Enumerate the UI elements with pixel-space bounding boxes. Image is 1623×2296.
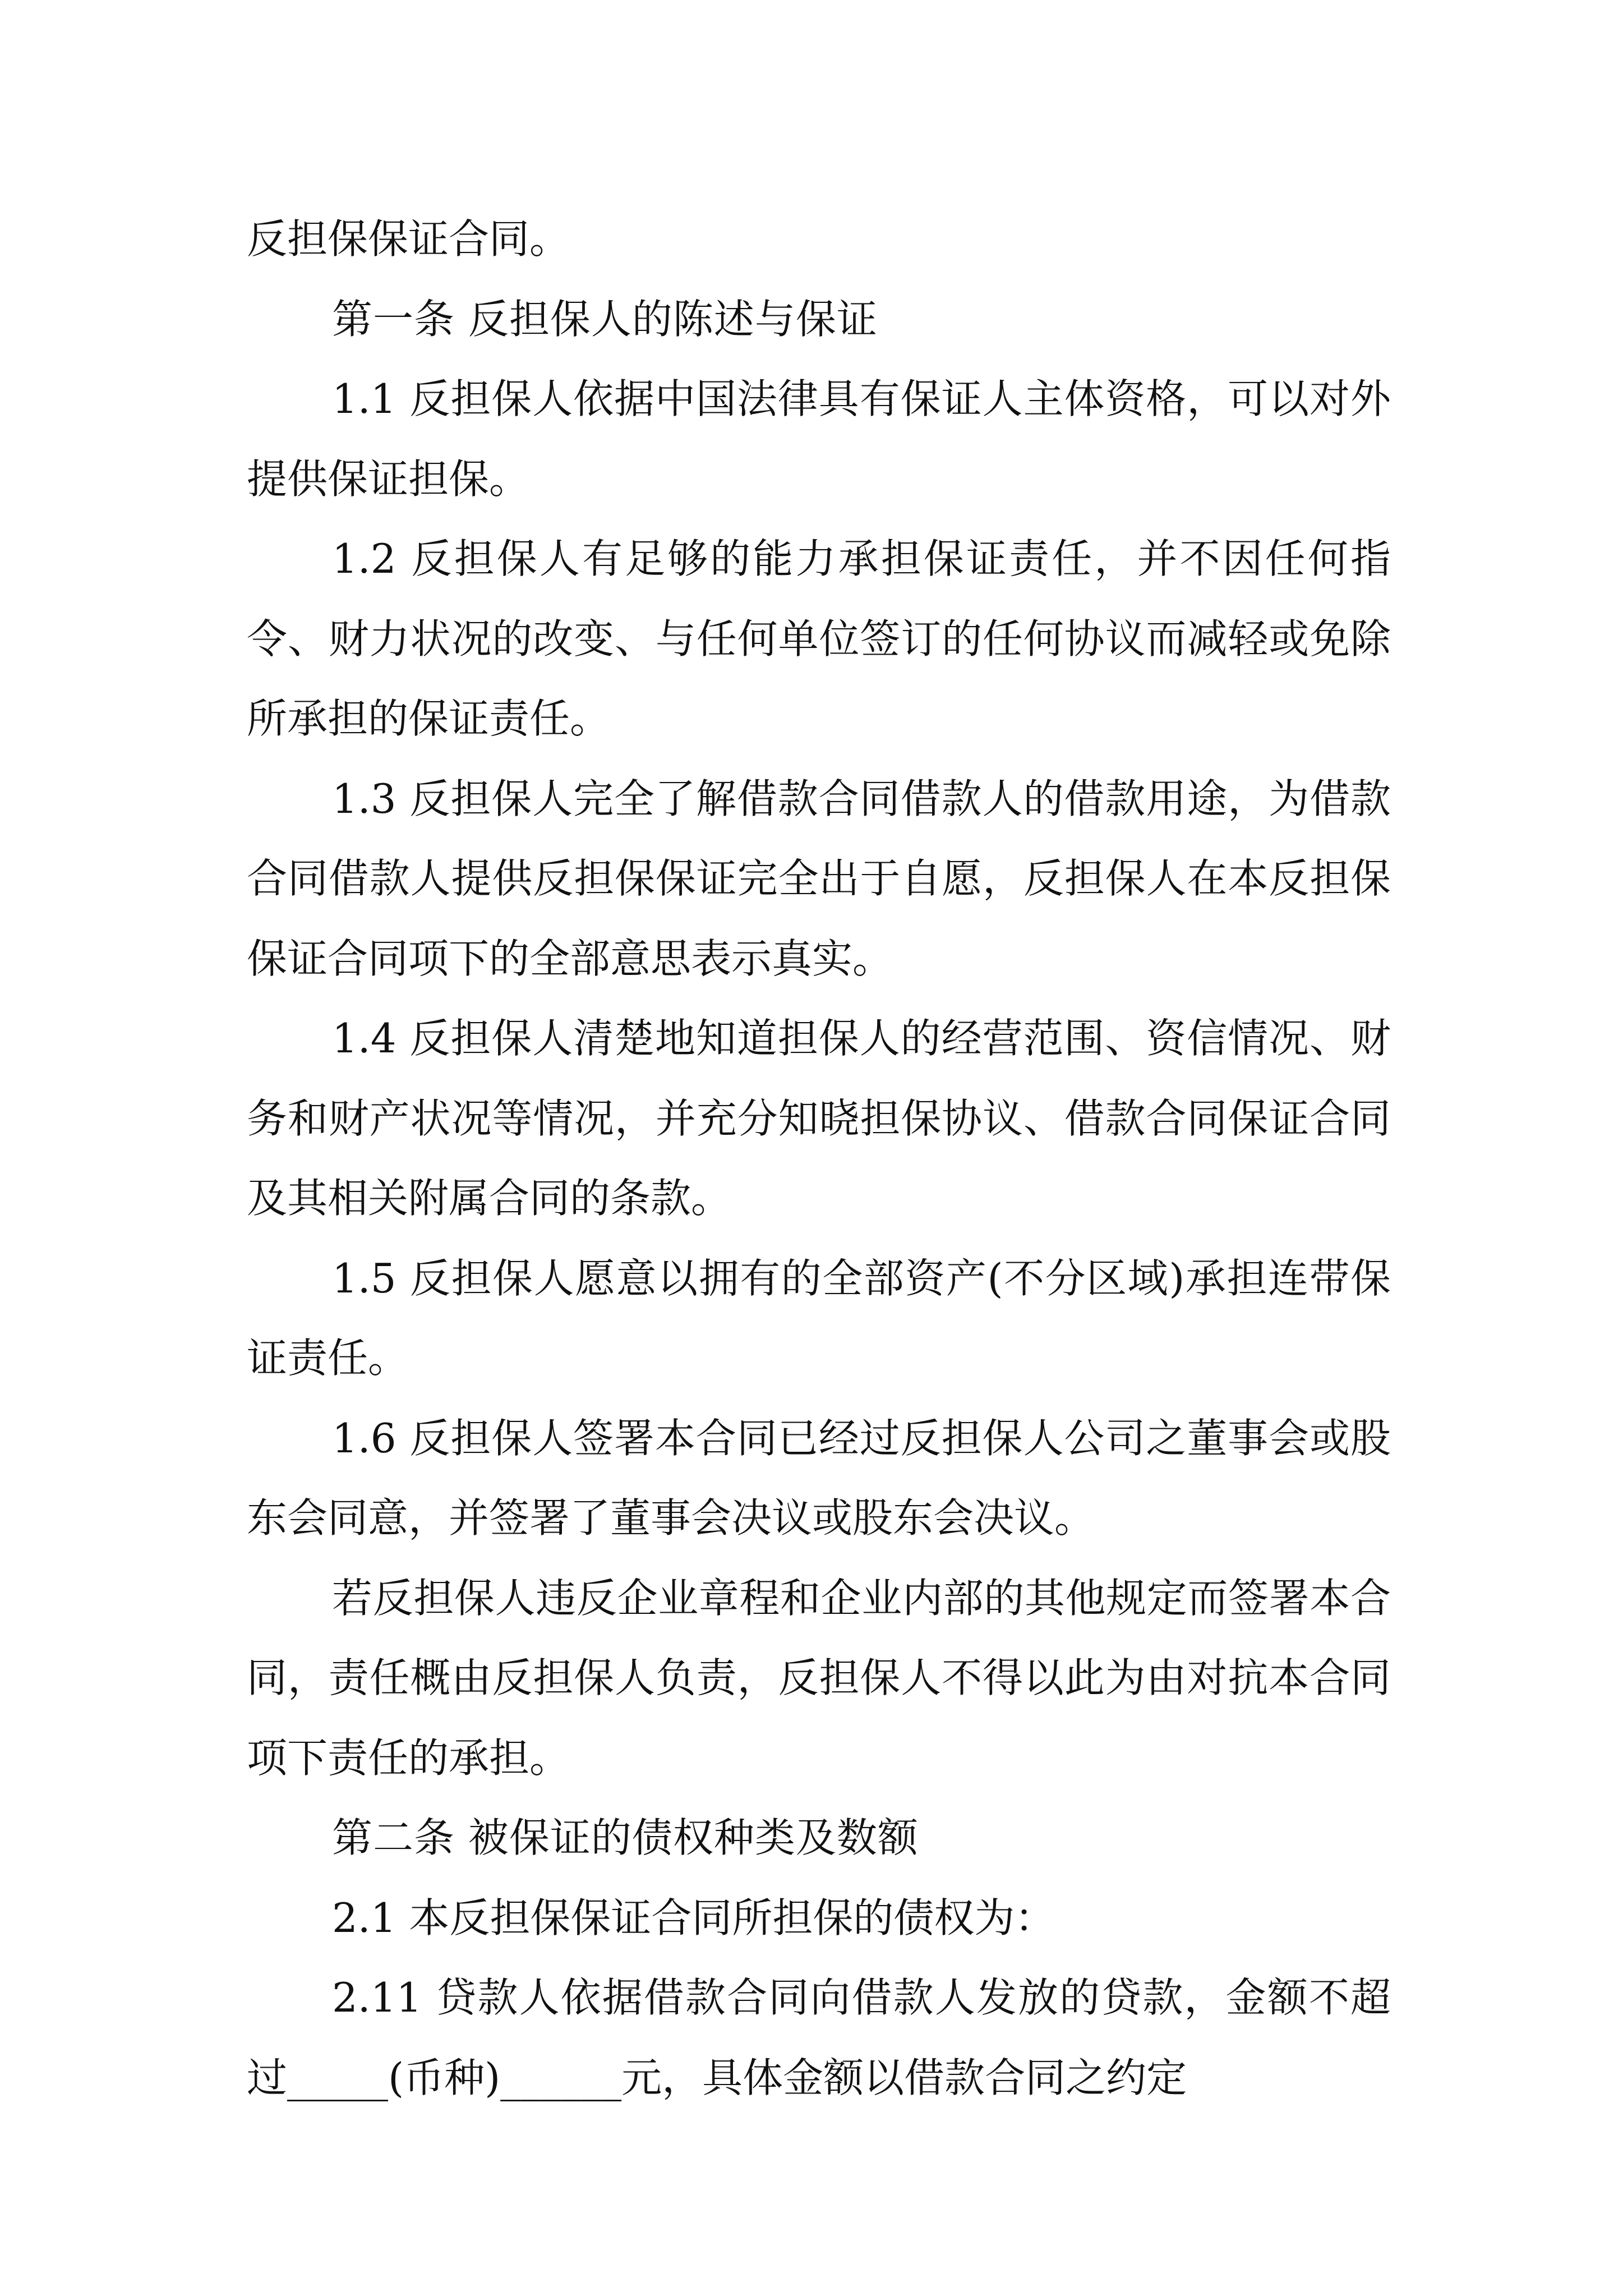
clause-1-6-supplement: 若反担保人违反企业章程和企业内部的其他规定而签署本合同，责任概由反担保人负责，反担保人不得以此为由对抗本合同项下责任的承担。 [247, 1574, 1391, 1782]
clause-1-5: 1.5 反担保人愿意以拥有的全部资产(不分区域)承担连带保证责任。 [247, 1254, 1391, 1382]
article-2-heading: 第二条 被保证的债权种类及数额 [332, 1814, 919, 1861]
clause-1-3: 1.3 反担保人完全了解借款合同借款人的借款用途，为借款合同借款人提供反担保保证完全出于自愿，反担保人在本反担保保证合同项下的全部意思表示真实。 [247, 775, 1391, 982]
clause-1-4: 1.4 反担保人清楚地知道担保人的经营范围、资信情况、财务和财产状况等情况，并充分知晓担保协议、借款合同保证合同及其相关附属合同的条款。 [247, 1015, 1391, 1222]
article-1-heading: 第一条 反担保人的陈述与保证 [332, 295, 878, 343]
clause-1-2: 1.2 反担保人有足够的能力承担保证责任，并不因任何指令、财力状况的改变、与任何单位签订的任何协议而减轻或免除所承担的保证责任。 [247, 535, 1391, 742]
document-body [247, 199, 1391, 2118]
clause-1-6: 1.6 反担保人签署本合同已经过反担保人公司之董事会或股东会同意，并签署了董事会决议或股东会决议。 [247, 1414, 1391, 1542]
paragraph-continuation: 反担保保证合同。 [247, 215, 570, 263]
clause-2-1: 2.1 本反担保保证合同所担保的债权为： [332, 1894, 1055, 1941]
clause-2-11: 2.11 贷款人依据借款合同向借款人发放的贷款，金额不超过_____(币种)______元，具体金额以借款合同之约定 [247, 1974, 1391, 2101]
clause-1-1: 1.1 反担保人依据中国法律具有保证人主体资格，可以对外提供保证担保。 [247, 375, 1391, 503]
